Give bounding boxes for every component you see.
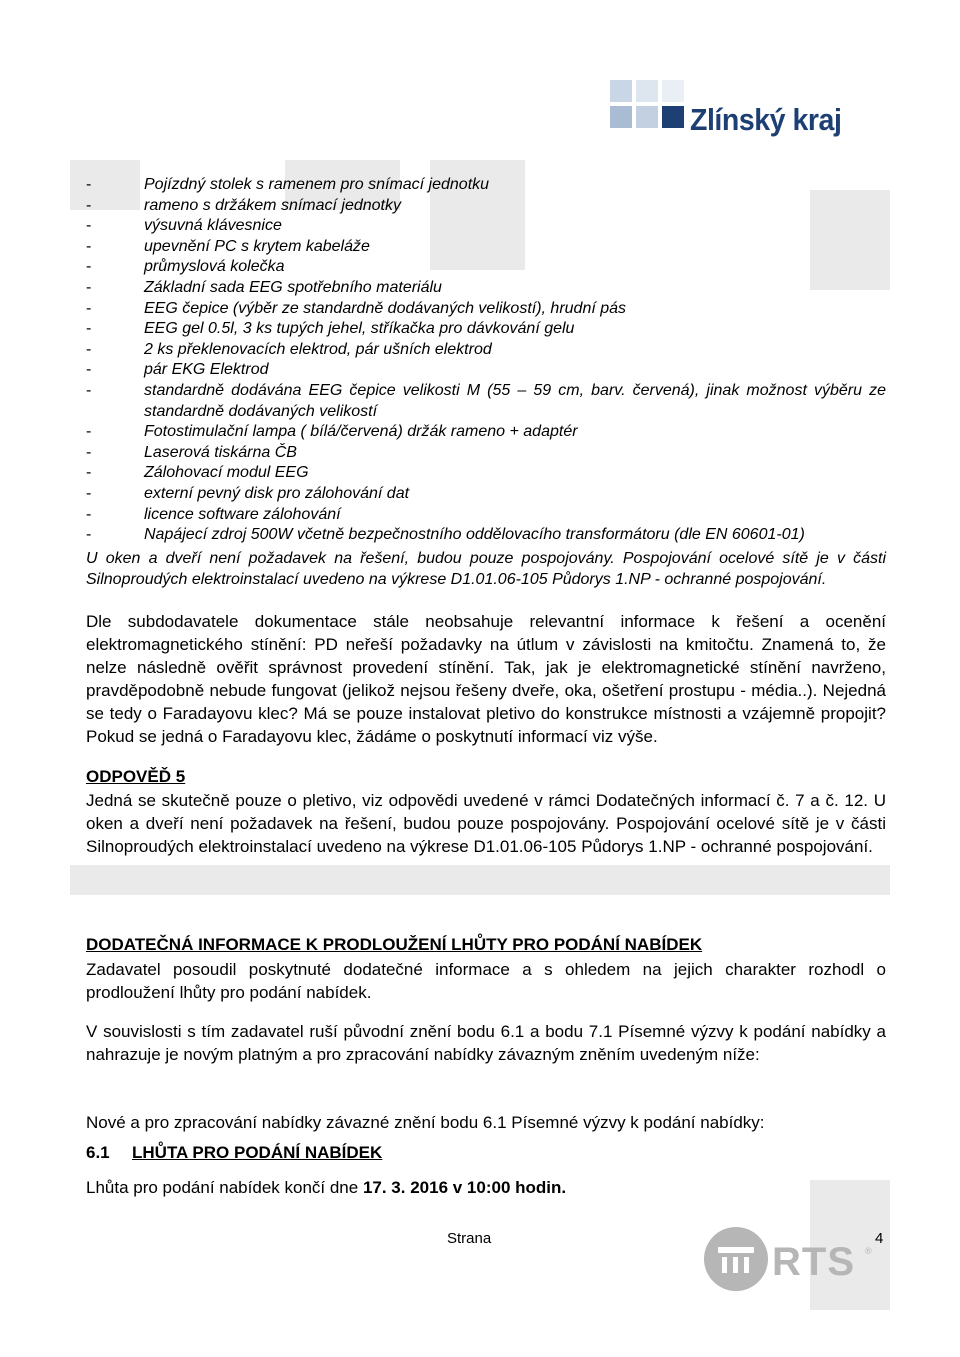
answer-heading: ODPOVĚĎ 5 [86,767,186,786]
footer-page-label: Strana [447,1230,492,1247]
list-item: - pár EKG Elektrod [86,361,269,379]
section-title: LHŮTA PRO PODÁNÍ NABÍDEK [132,1143,383,1162]
answer-paragraph: Jedná se skutečně pouze o pletivo, viz odpovědi uvedené v rámci Dodatečných informací č. 7 a č. 12. U oken a dveří není požadavek na řešení, budou pouze pospojovány. Pospojování ocelové sítě je v části Silnoproudých elektroinstalací uvedeno na výkrese D1.01.06-105 Půdorys 1.NP - ochranné pospojování. [86,791,886,856]
background-block [70,865,890,895]
list-item: - rameno s držákem snímací jednotky [86,196,401,214]
question-paragraph: Dle subdodavatele dokumentace stále neobsahuje relevantní informace k řešení a ocenění elektromagnetického stínění: PD neřeší požadavky na útlum v závislosti na kmitočtu. Znamená to, že nelze následně ověřit správnost provedení stínění. Tak, jak je elektromagnetické stínění navrženo, pravděpodobně nebude fungovat (jelikož nejsou řešeny dveře, oka, ošetření prostupu - média..). Nejedná se tedy o Faradayovu klec? Má se pouze instalovat pletivo do konstrukce místnosti a vzájemně propojit? Pokud se jedná o Faradayovu klec, žádáme o poskytnutí informací viz výše. [86,612,886,746]
list-item: - Pojízdný stolek s ramenem pro snímací jednotku [86,176,490,193]
list-item: - průmyslová kolečka [86,258,285,276]
list-item: - 2 ks překlenovacích elektrod, pár ušních elektrod [86,340,492,358]
rts-logo-icon [704,1227,768,1291]
list-item: - upevnění PC s krytem kabeláže [86,237,370,255]
section-number: 6.1 [86,1143,110,1162]
list-item: - licence software zálohování [86,505,341,523]
equipment-list [86,175,886,546]
rts-registered-mark: ® [865,1246,872,1256]
logo-text: Zlínský kraj [690,102,842,137]
additional-paragraph-2: V souvislosti s tím zadavatel ruší původní znění bodu 6.1 a bodu 7.1 Písemné výzvy k podání nabídky a nahrazuje je novým platným a pro zpracování nabídky závazným zněním uvedeným níže: [86,1022,886,1064]
list-item: - EEG gel 0.5l, 3 ks tupých jehel, stříkačka pro dávkování gelu [86,320,575,338]
additional-paragraph-1: Zadavatel posoudil poskytnuté dodatečné informace a s ohledem na jejich charakter rozhodl o prodloužení lhůty pro podání nabídek. [86,960,886,1002]
additional-info-heading: DODATEČNÁ INFORMACE K PRODLOUŽENÍ LHŮTY PRO PODÁNÍ NABÍDEK [86,935,703,954]
deadline-text: Lhůta pro podání nabídek končí dne [86,1178,363,1197]
list-item: - EEG čepice (výběr ze standardně dodávaných velikostí), hrudní pás [86,299,627,317]
notice-italic: U oken a dveří není požadavek na řešení, budou pouze pospojovány. Pospojování ocelové sítě je v části Silnoproudých elektroinstalací uvedeno na výkrese D1.01.06-105 Půdorys 1.NP - ochranné pospojování. [86,550,886,588]
list-item: - Laserová tiskárna ČB [86,443,297,461]
list-item: - Fotostimulační lampa ( bílá/červená) držák rameno + adaptér [86,423,578,441]
list-item: - Napájecí zdroj 500W včetně bezpečnostního oddělovacího transformátoru (dle EN 60601-01) [86,526,805,544]
deadline-line [86,1176,566,1199]
list-item: - výsuvná klávesnice [86,217,282,235]
list-item: - externí pevný disk pro zálohování dat [86,484,410,502]
list-item: - Zálohovací modul EEG [86,464,309,482]
section-heading [86,1141,382,1164]
list-item: - Základní sada EEG spotřebního materiálu [86,278,442,296]
footer-page-number: 4 [875,1230,884,1247]
rts-logo-text: RTS [772,1240,855,1284]
deadline-value: 17. 3. 2016 v 10:00 hodin. [362,1178,567,1197]
additional-paragraph-3: Nové a pro zpracování nabídky závazné znění bodu 6.1 Písemné výzvy k podání nabídky: [86,1113,765,1132]
list-item: - standardně dodávána EEG čepice velikosti M (55 – 59 cm, barv. červená), jinak možnost výběru ze standardně dodávaných velikostí [86,381,886,420]
